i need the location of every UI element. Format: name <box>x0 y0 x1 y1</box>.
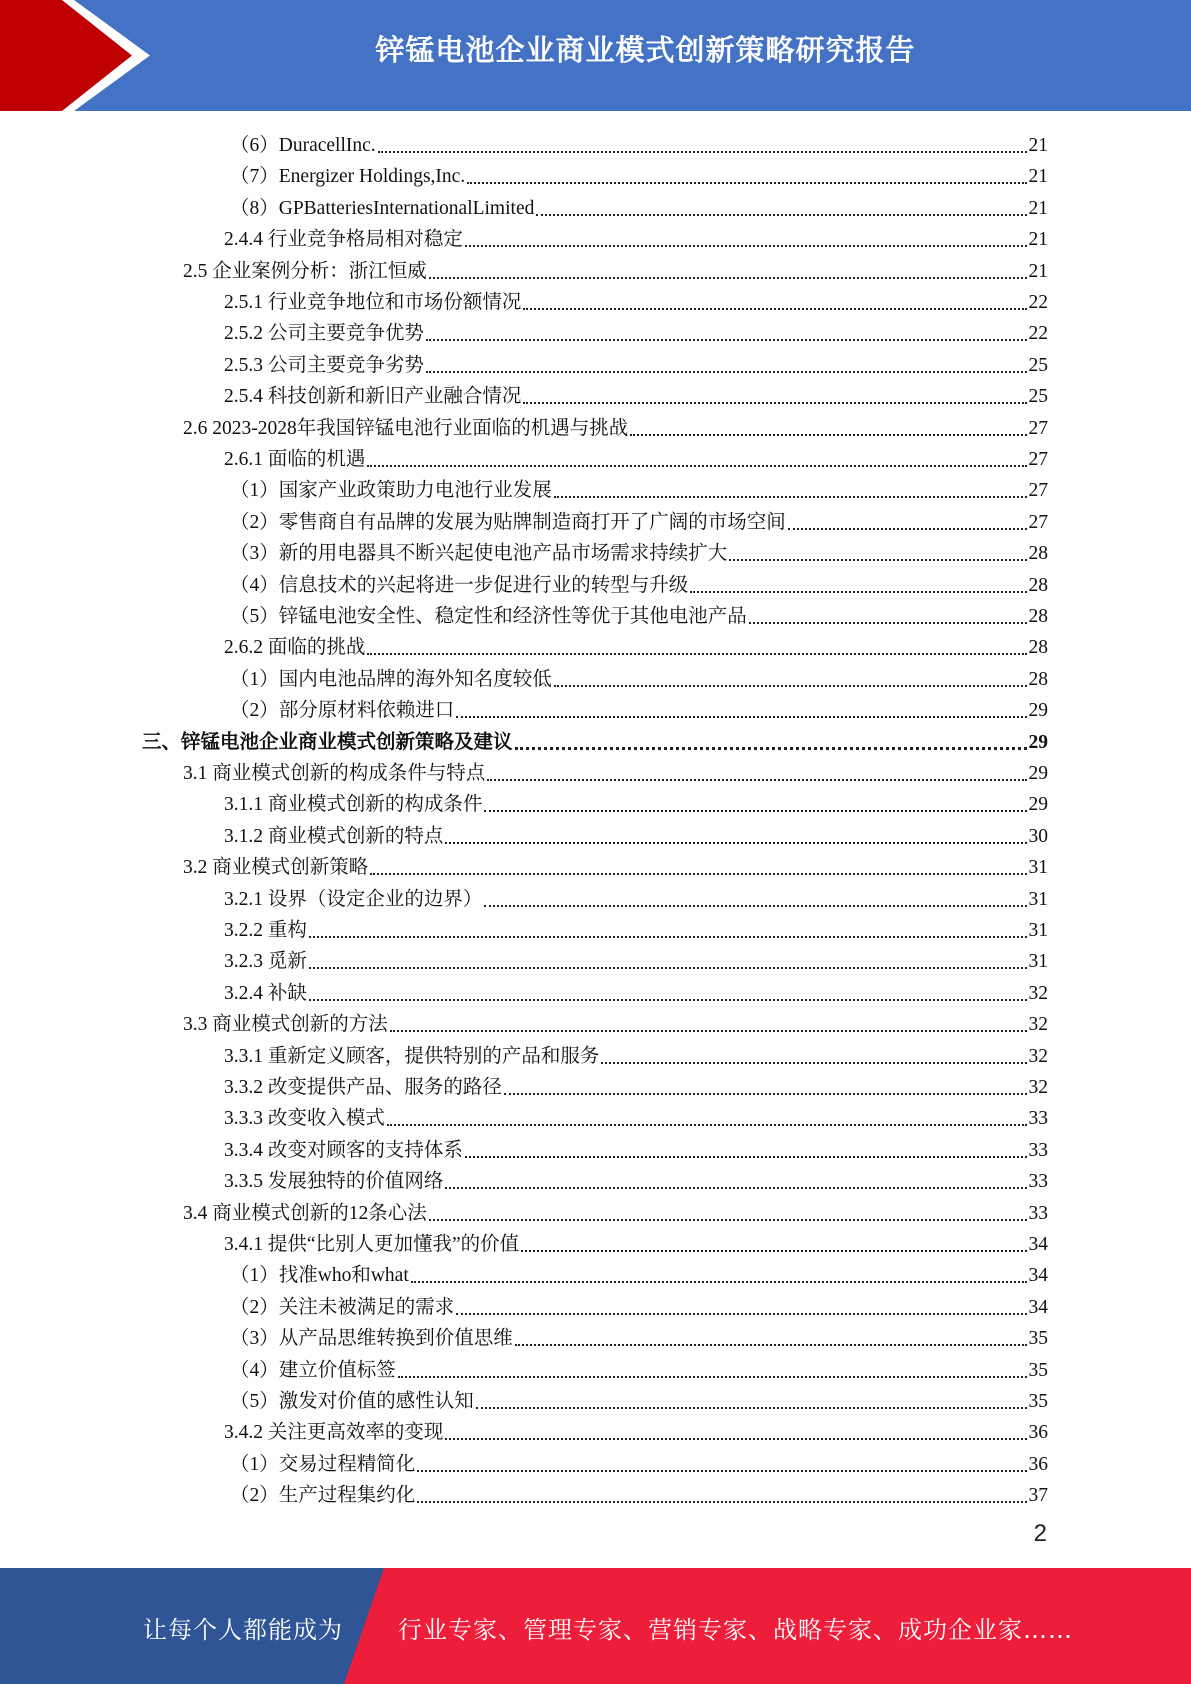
toc-leader-dots <box>484 905 1026 907</box>
toc-leader-dots <box>467 182 1026 184</box>
toc-entry-page: 32 <box>1028 1045 1048 1067</box>
toc-entry-page: 25 <box>1028 386 1048 408</box>
toc-entry-page: 21 <box>1028 135 1048 156</box>
toc-entry-title: （3）新的用电器具不断兴起使电池产品市场需求持续扩大 <box>230 543 728 565</box>
toc-entry-title: （4）建立价值标签 <box>230 1359 396 1381</box>
toc-entry-page: 34 <box>1028 1265 1048 1287</box>
toc-entry-title: 3.4 商业模式创新的12条心法 <box>183 1202 427 1224</box>
toc-entry-page: 33 <box>1028 1202 1048 1224</box>
toc-entry[interactable] <box>224 284 1048 315</box>
page-footer <box>0 1568 1191 1684</box>
toc-leader-dots <box>370 873 1026 875</box>
toc-leader-dots <box>515 1344 1027 1346</box>
toc-entry[interactable] <box>224 629 1048 660</box>
toc-entry-title: 3.1 商业模式创新的构成条件与特点 <box>183 763 486 784</box>
toc-entry-title: 3.3 商业模式创新的方法 <box>183 1014 388 1036</box>
toc-entry[interactable] <box>230 1477 1048 1508</box>
toc-leader-dots <box>417 1501 1026 1503</box>
toc-leader-dots <box>378 151 1027 153</box>
toc-leader-dots <box>387 1124 1027 1126</box>
toc-entry-page: 36 <box>1028 1453 1048 1475</box>
toc-entry-title: 三、锌锰电池企业商业模式创新策略及建议 <box>142 731 513 753</box>
toc-entry-page: 21 <box>1028 166 1048 188</box>
toc-entry[interactable] <box>230 535 1048 566</box>
toc-entry-page: 32 <box>1028 982 1048 1004</box>
toc-entry-title: 2.6.2 面临的挑战 <box>224 637 366 659</box>
toc-leader-dots <box>487 779 1026 781</box>
toc-entry[interactable] <box>230 158 1048 189</box>
toc-leader-dots <box>367 465 1026 467</box>
toc-entry-title: 3.1.1 商业模式创新的构成条件 <box>224 794 483 816</box>
page-header <box>0 0 1191 111</box>
toc-entry[interactable] <box>230 127 1048 158</box>
toc-entry[interactable] <box>230 1352 1048 1383</box>
toc-entry-page: 27 <box>1028 511 1048 533</box>
toc-entry-page: 21 <box>1028 260 1048 282</box>
toc-entry-page: 21 <box>1028 229 1048 251</box>
toc-leader-dots <box>417 1470 1026 1472</box>
toc-entry-page: 33 <box>1028 1139 1048 1161</box>
toc-entry-page: 22 <box>1028 292 1048 313</box>
toc-entry[interactable] <box>183 755 1048 786</box>
toc-entry[interactable] <box>183 253 1048 284</box>
toc-entry[interactable] <box>224 1038 1048 1069</box>
toc-leader-dots <box>309 967 1027 969</box>
toc-leader-dots <box>429 277 1027 279</box>
toc-entry[interactable] <box>183 1006 1048 1037</box>
toc-entry-title: 2.6 2023-2028年我国锌锰电池行业面临的机遇与挑战 <box>183 417 629 439</box>
toc-entry-page: 29 <box>1028 794 1048 816</box>
toc-entry[interactable] <box>230 1320 1048 1351</box>
toc-entry-page: 28 <box>1028 668 1048 690</box>
toc-entry[interactable] <box>224 881 1048 912</box>
toc-entry-page: 33 <box>1028 1108 1048 1130</box>
toc-entry-page: 28 <box>1028 606 1048 627</box>
footer-slogan-right: 行业专家、管理专家、营销专家、战略专家、成功企业家…… <box>398 1616 1073 1644</box>
header-title: 锌锰电池企业商业模式创新策略研究报告 <box>375 33 916 67</box>
toc-entry-title: （1）交易过程精简化 <box>230 1453 416 1475</box>
toc-entry-page: 34 <box>1028 1296 1048 1318</box>
toc-entry-page: 31 <box>1028 951 1048 973</box>
toc-entry-page: 35 <box>1028 1328 1048 1350</box>
toc-entry-title: （5）激发对价值的感性认知 <box>230 1391 474 1412</box>
toc-entry-page: 28 <box>1028 543 1048 565</box>
toc-entry-page: 29 <box>1028 731 1048 753</box>
toc-leader-dots <box>601 1062 1026 1064</box>
toc-entry-title: 3.3.2 改变提供产品、服务的路径 <box>224 1077 502 1098</box>
toc-leader-dots <box>630 434 1026 436</box>
toc-entry-title: （6）DuracellInc. <box>230 135 376 156</box>
toc-entry[interactable] <box>230 1446 1048 1477</box>
toc-entry-title: 2.5.4 科技创新和新旧产业融合情况 <box>224 386 522 408</box>
toc-leader-dots <box>749 622 1027 624</box>
toc-entry-title: 3.2.3 觅新 <box>224 951 307 973</box>
toc-entry-title: 3.3.1 重新定义顾客，提供特别的产品和服务 <box>224 1045 600 1067</box>
toc-leader-dots <box>445 842 1026 844</box>
toc-entry[interactable] <box>230 472 1048 503</box>
toc-leader-dots <box>456 716 1026 718</box>
toc-leader-dots <box>554 496 1027 498</box>
toc-entry-title: 3.1.2 商业模式创新的特点 <box>224 825 444 847</box>
toc-entry[interactable] <box>224 912 1048 943</box>
toc-entry-page: 37 <box>1028 1485 1048 1507</box>
toc-entry[interactable] <box>224 1226 1048 1257</box>
toc-entry[interactable] <box>224 315 1048 346</box>
toc-entry-page: 34 <box>1028 1234 1048 1255</box>
toc-leader-dots <box>367 653 1026 655</box>
toc-entry-page: 28 <box>1028 574 1048 596</box>
toc-entry-title: （2）关注未被满足的需求 <box>230 1296 455 1318</box>
toc-entry[interactable] <box>230 692 1048 723</box>
toc-leader-dots <box>456 1313 1026 1315</box>
toc-leader-dots <box>536 214 1026 216</box>
toc-entry-page: 25 <box>1028 354 1048 376</box>
toc-entry-page: 27 <box>1028 449 1048 470</box>
toc-leader-dots <box>504 1093 1027 1095</box>
toc-leader-dots <box>445 1187 1026 1189</box>
toc-entry-page: 30 <box>1028 825 1048 847</box>
toc-entry-page: 29 <box>1028 700 1048 722</box>
toc-leader-dots <box>411 1281 1027 1283</box>
toc-entry-title: 3.4.2 关注更高效率的变现 <box>224 1422 444 1444</box>
toc-entry[interactable] <box>224 818 1048 849</box>
toc-entry-title: 3.3.3 改变收入模式 <box>224 1108 385 1130</box>
toc-entry-page: 31 <box>1028 888 1048 910</box>
toc-entry-title: 2.5.3 公司主要竞争劣势 <box>224 354 424 376</box>
toc-entry-title: 2.5.1 行业竞争地位和市场份额情况 <box>224 292 522 313</box>
toc-entry-title: （1）国内电池品牌的海外知名度较低 <box>230 668 552 690</box>
toc-leader-dots <box>484 810 1026 812</box>
toc-entry-page: 22 <box>1028 323 1048 345</box>
toc-entry[interactable] <box>224 1414 1048 1445</box>
toc-entry-title: 2.6.1 面临的机遇 <box>224 449 366 470</box>
toc-entry-title: （2）零售商自有品牌的发展为贴牌制造商打开了广阔的市场空间 <box>230 511 786 533</box>
toc-leader-dots <box>390 1030 1027 1032</box>
toc-entry-title: （8）GPBatteriesInternationalLimited <box>230 197 535 219</box>
chevron-arrow-icon <box>0 0 160 111</box>
toc-entry[interactable] <box>230 504 1048 535</box>
footer-slogan-left: 让每个人都能成为 <box>143 1616 343 1644</box>
toc-leader-dots <box>426 371 1027 373</box>
toc-entry[interactable] <box>230 1289 1048 1320</box>
toc-leader-dots <box>788 528 1027 530</box>
toc-leader-dots <box>309 936 1027 938</box>
toc-entry[interactable] <box>224 975 1048 1006</box>
toc-entry[interactable] <box>224 1100 1048 1131</box>
toc-leader-dots <box>429 1219 1027 1221</box>
toc-leader-dots <box>426 339 1027 341</box>
toc-entry-title: （2）部分原材料依赖进口 <box>230 700 455 722</box>
toc-entry-title: 2.5 企业案例分析：浙江恒威 <box>183 260 427 282</box>
toc-entry-page: 35 <box>1028 1359 1048 1381</box>
toc-leader-dots <box>729 559 1026 561</box>
toc-entry[interactable] <box>224 943 1048 974</box>
toc-entry[interactable] <box>230 190 1048 221</box>
toc-entry[interactable] <box>230 1257 1048 1288</box>
toc-entry[interactable] <box>183 849 1048 880</box>
toc-entry[interactable] <box>224 1069 1048 1100</box>
toc-entry[interactable] <box>183 1195 1048 1226</box>
toc-entry-title: 3.3.4 改变对顾客的支持体系 <box>224 1139 463 1161</box>
toc-entry[interactable] <box>224 1132 1048 1163</box>
toc-leader-dots <box>476 1407 1027 1409</box>
toc-entry-title: 3.3.5 发展独特的价值网络 <box>224 1171 444 1193</box>
toc-entry[interactable] <box>224 378 1048 409</box>
toc-entry-title: 2.4.4 行业竞争格局相对稳定 <box>224 229 463 251</box>
toc-leader-dots <box>309 999 1027 1001</box>
toc-entry-page: 27 <box>1028 417 1048 439</box>
toc-entry[interactable] <box>230 598 1048 629</box>
toc-leader-dots <box>515 747 1027 750</box>
toc-entry-page: 27 <box>1028 480 1048 502</box>
toc-leader-dots <box>523 308 1026 310</box>
toc-entry[interactable] <box>230 567 1048 598</box>
toc-entry-page: 36 <box>1028 1422 1048 1444</box>
toc-entry[interactable] <box>224 221 1048 252</box>
toc-entry-page: 32 <box>1028 1014 1048 1036</box>
toc-entry-title: （1）国家产业政策助力电池行业发展 <box>230 480 552 502</box>
toc-entry-page: 21 <box>1028 197 1048 219</box>
toc-leader-dots <box>554 685 1027 687</box>
toc-entry[interactable] <box>224 347 1048 378</box>
toc-entry-title: 3.2.4 补缺 <box>224 982 307 1004</box>
toc-leader-dots <box>690 591 1026 593</box>
toc-entry-page: 33 <box>1028 1171 1048 1193</box>
toc-entry[interactable] <box>224 786 1048 817</box>
toc-entry-title: （3）从产品思维转换到价值思维 <box>230 1328 513 1350</box>
toc-leader-dots <box>398 1376 1027 1378</box>
toc-entry[interactable] <box>224 1163 1048 1194</box>
toc-entry-page: 29 <box>1028 763 1048 784</box>
toc-entry-title: （5）锌锰电池安全性、稳定性和经济性等优于其他电池产品 <box>230 606 747 627</box>
toc-leader-dots <box>465 1156 1027 1158</box>
toc-entry-page: 31 <box>1028 857 1048 879</box>
toc-leader-dots <box>523 402 1026 404</box>
page-number: 2 <box>1033 1520 1047 1547</box>
toc-entry[interactable] <box>183 410 1048 441</box>
toc-entry[interactable] <box>230 1383 1048 1414</box>
toc-entry-title: 3.2.1 设界（设定企业的边界） <box>224 888 483 910</box>
toc-entry-title: 2.5.2 公司主要竞争优势 <box>224 323 424 345</box>
toc-entry-page: 28 <box>1028 637 1048 659</box>
toc-leader-dots <box>445 1438 1026 1440</box>
toc-entry[interactable] <box>142 724 1048 755</box>
toc-entry-title: （1）找准who和what <box>230 1265 409 1287</box>
toc-entry-title: 3.4.1 提供“比别人更加懂我”的价值 <box>224 1234 520 1255</box>
toc-entry-title: 3.2.2 重构 <box>224 920 307 941</box>
toc-entry-page: 35 <box>1028 1391 1048 1412</box>
toc-entry-page: 32 <box>1028 1077 1048 1098</box>
toc-entry[interactable] <box>230 661 1048 692</box>
toc-leader-dots <box>521 1250 1026 1252</box>
toc-leader-dots <box>465 245 1027 247</box>
toc-entry-title: （4）信息技术的兴起将进一步促进行业的转型与升级 <box>230 574 689 596</box>
toc-entry-title: 3.2 商业模式创新策略 <box>183 857 369 879</box>
toc-entry-page: 31 <box>1028 920 1048 941</box>
toc-entry[interactable] <box>224 441 1048 472</box>
toc-entry-title: （7）Energizer Holdings,Inc. <box>230 166 466 188</box>
toc-entry-title: （2）生产过程集约化 <box>230 1485 416 1507</box>
